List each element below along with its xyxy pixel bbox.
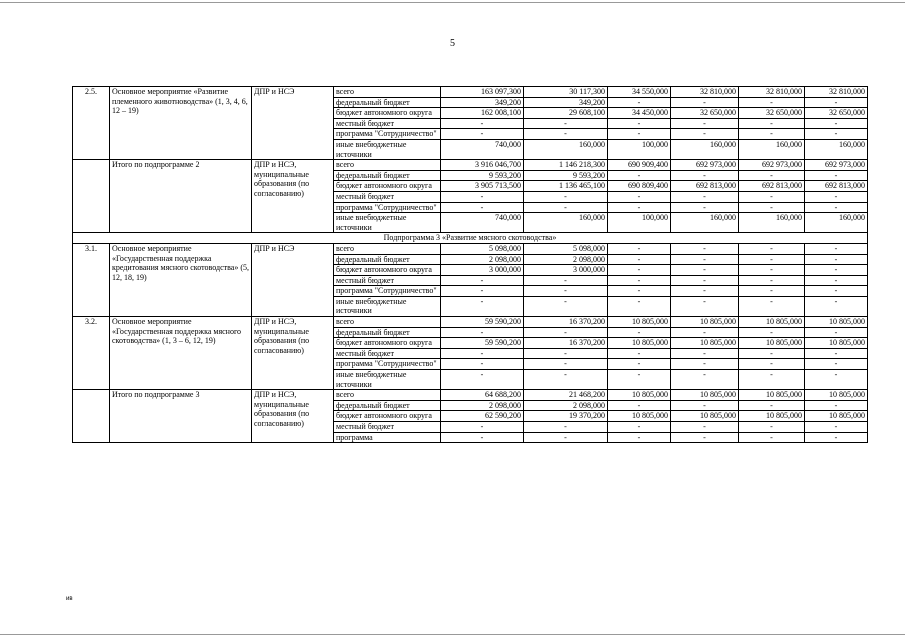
year-amount: - <box>524 432 608 443</box>
year-amount: - <box>739 400 805 411</box>
year-amount: 10 805,000 <box>805 317 868 328</box>
responsible-executor: ДПР и НСЭ, муниципальные образования (по согласованию) <box>252 390 334 443</box>
year-amount: 34 550,000 <box>608 87 671 98</box>
year-amount: - <box>671 422 739 433</box>
year-amount: - <box>805 243 868 254</box>
year-amount: 19 370,200 <box>524 411 608 422</box>
year-amount: - <box>671 170 739 181</box>
responsible-executor: ДПР и НСЭ, муниципальные образования (по согласованию) <box>252 160 334 233</box>
year-amount: - <box>671 191 739 202</box>
funding-source: федеральный бюджет <box>334 97 441 108</box>
total-amount: - <box>441 359 524 370</box>
year-amount: 10 805,000 <box>805 411 868 422</box>
funding-source: всего <box>334 390 441 401</box>
year-amount: - <box>671 327 739 338</box>
year-amount: 10 805,000 <box>608 338 671 349</box>
year-amount: - <box>524 275 608 286</box>
year-amount: - <box>739 348 805 359</box>
total-amount: 3 905 713,500 <box>441 181 524 192</box>
year-amount: 10 805,000 <box>805 390 868 401</box>
funding-source: всего <box>334 160 441 171</box>
year-amount: - <box>739 97 805 108</box>
total-amount: - <box>441 286 524 297</box>
row-index <box>73 160 110 233</box>
responsible-executor: ДПР и НСЭ <box>252 243 334 316</box>
year-amount: 160,000 <box>805 213 868 233</box>
total-amount: - <box>441 432 524 443</box>
year-amount: 10 805,000 <box>608 411 671 422</box>
year-amount: - <box>739 370 805 390</box>
year-amount: - <box>671 118 739 129</box>
year-amount: - <box>805 202 868 213</box>
year-amount: - <box>739 202 805 213</box>
year-amount: - <box>805 118 868 129</box>
year-amount: 692 973,000 <box>739 160 805 171</box>
budget-table-body <box>73 87 868 443</box>
row-index: 3.2. <box>73 317 110 390</box>
year-amount: - <box>608 275 671 286</box>
total-amount: 62 590,200 <box>441 411 524 422</box>
year-amount: 160,000 <box>739 213 805 233</box>
year-amount: - <box>671 348 739 359</box>
year-amount: - <box>805 275 868 286</box>
year-amount: 1 146 218,300 <box>524 160 608 171</box>
total-amount: 9 593,200 <box>441 170 524 181</box>
year-amount: 692 973,000 <box>805 160 868 171</box>
year-amount: 160,000 <box>524 139 608 159</box>
year-amount: 160,000 <box>671 139 739 159</box>
total-amount: - <box>441 275 524 286</box>
total-amount: - <box>441 191 524 202</box>
total-amount: - <box>441 422 524 433</box>
funding-source: федеральный бюджет <box>334 400 441 411</box>
year-amount: - <box>608 170 671 181</box>
year-amount: 10 805,000 <box>671 338 739 349</box>
year-amount: - <box>671 400 739 411</box>
year-amount: 160,000 <box>671 213 739 233</box>
year-amount: - <box>608 422 671 433</box>
funding-source: бюджет автономного округа <box>334 338 441 349</box>
year-amount: - <box>671 286 739 297</box>
funding-source: иные внебюджетные источники <box>334 296 441 316</box>
total-amount: 3 916 046,700 <box>441 160 524 171</box>
year-amount: - <box>671 370 739 390</box>
funding-source: бюджет автономного округа <box>334 108 441 119</box>
total-amount: 59 590,200 <box>441 338 524 349</box>
year-amount: - <box>524 296 608 316</box>
responsible-executor: ДПР и НСЭ, муниципальные образования (по согласованию) <box>252 317 334 390</box>
scan-edge-top <box>0 2 905 3</box>
year-amount: 160,000 <box>805 139 868 159</box>
activity-name: Основное мероприятие «Государственная поддержка кредитования мясного скотоводства» (5, 12, 18, 19) <box>110 243 252 316</box>
total-amount: 2 098,000 <box>441 400 524 411</box>
budget-table <box>72 86 868 443</box>
total-amount: - <box>441 129 524 140</box>
year-amount: - <box>805 254 868 265</box>
year-amount: - <box>671 265 739 276</box>
funding-source: местный бюджет <box>334 348 441 359</box>
funding-source: местный бюджет <box>334 118 441 129</box>
year-amount: 2 098,000 <box>524 254 608 265</box>
year-amount: 690 809,400 <box>608 181 671 192</box>
year-amount: - <box>805 170 868 181</box>
total-amount: - <box>441 296 524 316</box>
year-amount: - <box>739 254 805 265</box>
year-amount: 32 810,000 <box>671 87 739 98</box>
activity-name: Основное мероприятие «Государственная поддержка мясного скотоводства» (1, 3 – 6, 12, 19) <box>110 317 252 390</box>
year-amount: - <box>608 265 671 276</box>
year-amount: 100,000 <box>608 139 671 159</box>
year-amount: - <box>608 118 671 129</box>
year-amount: - <box>671 243 739 254</box>
year-amount: - <box>739 118 805 129</box>
total-amount: 2 098,000 <box>441 254 524 265</box>
year-amount: 16 370,200 <box>524 317 608 328</box>
table-row <box>73 243 868 254</box>
year-amount: - <box>671 129 739 140</box>
year-amount: - <box>805 400 868 411</box>
year-amount: - <box>739 296 805 316</box>
subprogram-header-row <box>73 233 868 244</box>
year-amount: 10 805,000 <box>805 338 868 349</box>
year-amount: - <box>671 275 739 286</box>
funding-source: программа "Сотрудничество" <box>334 129 441 140</box>
year-amount: 692 813,000 <box>671 181 739 192</box>
year-amount: - <box>608 296 671 316</box>
funding-source: программа "Сотрудничество" <box>334 286 441 297</box>
year-amount: - <box>608 370 671 390</box>
year-amount: - <box>524 327 608 338</box>
funding-source: федеральный бюджет <box>334 254 441 265</box>
funding-source: всего <box>334 243 441 254</box>
year-amount: - <box>739 286 805 297</box>
table-row <box>73 317 868 328</box>
total-amount: 5 098,000 <box>441 243 524 254</box>
total-amount: - <box>441 118 524 129</box>
year-amount: - <box>524 359 608 370</box>
funding-source: бюджет автономного округа <box>334 265 441 276</box>
activity-name: Итого по подпрограмме 2 <box>110 160 252 233</box>
year-amount: - <box>739 359 805 370</box>
scan-edge-bottom <box>0 634 905 635</box>
total-amount: 64 688,200 <box>441 390 524 401</box>
year-amount: - <box>671 202 739 213</box>
year-amount: 10 805,000 <box>608 317 671 328</box>
year-amount: - <box>671 97 739 108</box>
responsible-executor: ДПР и НСЭ <box>252 87 334 160</box>
year-amount: - <box>524 118 608 129</box>
year-amount: 3 000,000 <box>524 265 608 276</box>
year-amount: 349,200 <box>524 97 608 108</box>
total-amount: - <box>441 370 524 390</box>
year-amount: - <box>524 422 608 433</box>
total-amount: - <box>441 348 524 359</box>
funding-source: местный бюджет <box>334 275 441 286</box>
table-row <box>73 160 868 171</box>
year-amount: - <box>805 191 868 202</box>
year-amount: - <box>805 370 868 390</box>
year-amount: - <box>524 202 608 213</box>
year-amount: - <box>608 327 671 338</box>
year-amount: 692 813,000 <box>805 181 868 192</box>
year-amount: 32 650,000 <box>739 108 805 119</box>
total-amount: 59 590,200 <box>441 317 524 328</box>
year-amount: - <box>608 286 671 297</box>
year-amount: 10 805,000 <box>608 390 671 401</box>
year-amount: - <box>739 191 805 202</box>
year-amount: - <box>608 243 671 254</box>
year-amount: 1 136 465,100 <box>524 181 608 192</box>
year-amount: - <box>608 191 671 202</box>
year-amount: - <box>671 254 739 265</box>
funding-source: местный бюджет <box>334 422 441 433</box>
year-amount: - <box>739 243 805 254</box>
year-amount: - <box>608 359 671 370</box>
total-amount: 349,200 <box>441 97 524 108</box>
year-amount: - <box>805 327 868 338</box>
year-amount: - <box>524 191 608 202</box>
year-amount: 32 650,000 <box>805 108 868 119</box>
year-amount: - <box>524 370 608 390</box>
year-amount: - <box>524 286 608 297</box>
year-amount: - <box>608 432 671 443</box>
year-amount: 10 805,000 <box>671 317 739 328</box>
year-amount: - <box>739 265 805 276</box>
total-amount: 740,000 <box>441 213 524 233</box>
activity-name: Итого по подпрограмме 3 <box>110 390 252 443</box>
year-amount: - <box>671 296 739 316</box>
year-amount: - <box>805 129 868 140</box>
year-amount: 160,000 <box>524 213 608 233</box>
total-amount: 3 000,000 <box>441 265 524 276</box>
year-amount: - <box>805 97 868 108</box>
funding-source: бюджет автономного округа <box>334 181 441 192</box>
year-amount: - <box>805 348 868 359</box>
year-amount: - <box>608 129 671 140</box>
funding-source: местный бюджет <box>334 191 441 202</box>
funding-source: федеральный бюджет <box>334 327 441 338</box>
year-amount: - <box>608 254 671 265</box>
total-amount: 162 008,100 <box>441 108 524 119</box>
year-amount: - <box>805 286 868 297</box>
year-amount: - <box>739 170 805 181</box>
year-amount: 32 810,000 <box>739 87 805 98</box>
table-row <box>73 390 868 401</box>
funding-source: бюджет автономного округа <box>334 411 441 422</box>
funding-source: иные внебюджетные источники <box>334 370 441 390</box>
year-amount: - <box>608 348 671 359</box>
year-amount: - <box>671 359 739 370</box>
subprogram-title: Подпрограмма 3 «Развитие мясного скотоводства» <box>73 233 868 244</box>
funding-source: всего <box>334 87 441 98</box>
year-amount: 10 805,000 <box>739 411 805 422</box>
year-amount: 10 805,000 <box>671 390 739 401</box>
year-amount: - <box>608 202 671 213</box>
year-amount: 29 608,100 <box>524 108 608 119</box>
year-amount: - <box>805 296 868 316</box>
row-index <box>73 390 110 443</box>
table-row <box>73 87 868 98</box>
year-amount: - <box>608 97 671 108</box>
year-amount: 692 813,000 <box>739 181 805 192</box>
year-amount: 30 117,300 <box>524 87 608 98</box>
funding-source: иные внебюджетные источники <box>334 213 441 233</box>
year-amount: 10 805,000 <box>671 411 739 422</box>
total-amount: 163 097,300 <box>441 87 524 98</box>
page-number: 5 <box>450 38 455 49</box>
year-amount: - <box>524 129 608 140</box>
total-amount: 740,000 <box>441 139 524 159</box>
funding-source: программа <box>334 432 441 443</box>
year-amount: - <box>805 432 868 443</box>
year-amount: 32 650,000 <box>671 108 739 119</box>
year-amount: 10 805,000 <box>739 317 805 328</box>
funding-source: программа "Сотрудничество" <box>334 359 441 370</box>
year-amount: - <box>524 348 608 359</box>
year-amount: - <box>739 129 805 140</box>
year-amount: 16 370,200 <box>524 338 608 349</box>
year-amount: 10 805,000 <box>739 338 805 349</box>
year-amount: 9 593,200 <box>524 170 608 181</box>
row-index: 2.5. <box>73 87 110 160</box>
total-amount: - <box>441 327 524 338</box>
year-amount: 100,000 <box>608 213 671 233</box>
year-amount: 34 450,000 <box>608 108 671 119</box>
footer-mark: ив <box>66 596 73 602</box>
year-amount: - <box>671 432 739 443</box>
year-amount: - <box>739 327 805 338</box>
year-amount: - <box>739 275 805 286</box>
year-amount: 10 805,000 <box>739 390 805 401</box>
total-amount: - <box>441 202 524 213</box>
year-amount: 692 973,000 <box>671 160 739 171</box>
activity-name: Основное мероприятие «Развитие племенного животноводства» (1, 3, 4, 6, 12 – 19) <box>110 87 252 160</box>
year-amount: 2 098,000 <box>524 400 608 411</box>
year-amount: 160,000 <box>739 139 805 159</box>
funding-source: всего <box>334 317 441 328</box>
year-amount: - <box>739 432 805 443</box>
row-index: 3.1. <box>73 243 110 316</box>
year-amount: - <box>805 265 868 276</box>
year-amount: 690 909,400 <box>608 160 671 171</box>
year-amount: - <box>805 422 868 433</box>
year-amount: 21 468,200 <box>524 390 608 401</box>
funding-source: программа "Сотрудничество" <box>334 202 441 213</box>
funding-source: иные внебюджетные источники <box>334 139 441 159</box>
year-amount: - <box>805 359 868 370</box>
year-amount: 32 810,000 <box>805 87 868 98</box>
funding-source: федеральный бюджет <box>334 170 441 181</box>
year-amount: - <box>608 400 671 411</box>
year-amount: - <box>739 422 805 433</box>
year-amount: 5 098,000 <box>524 243 608 254</box>
